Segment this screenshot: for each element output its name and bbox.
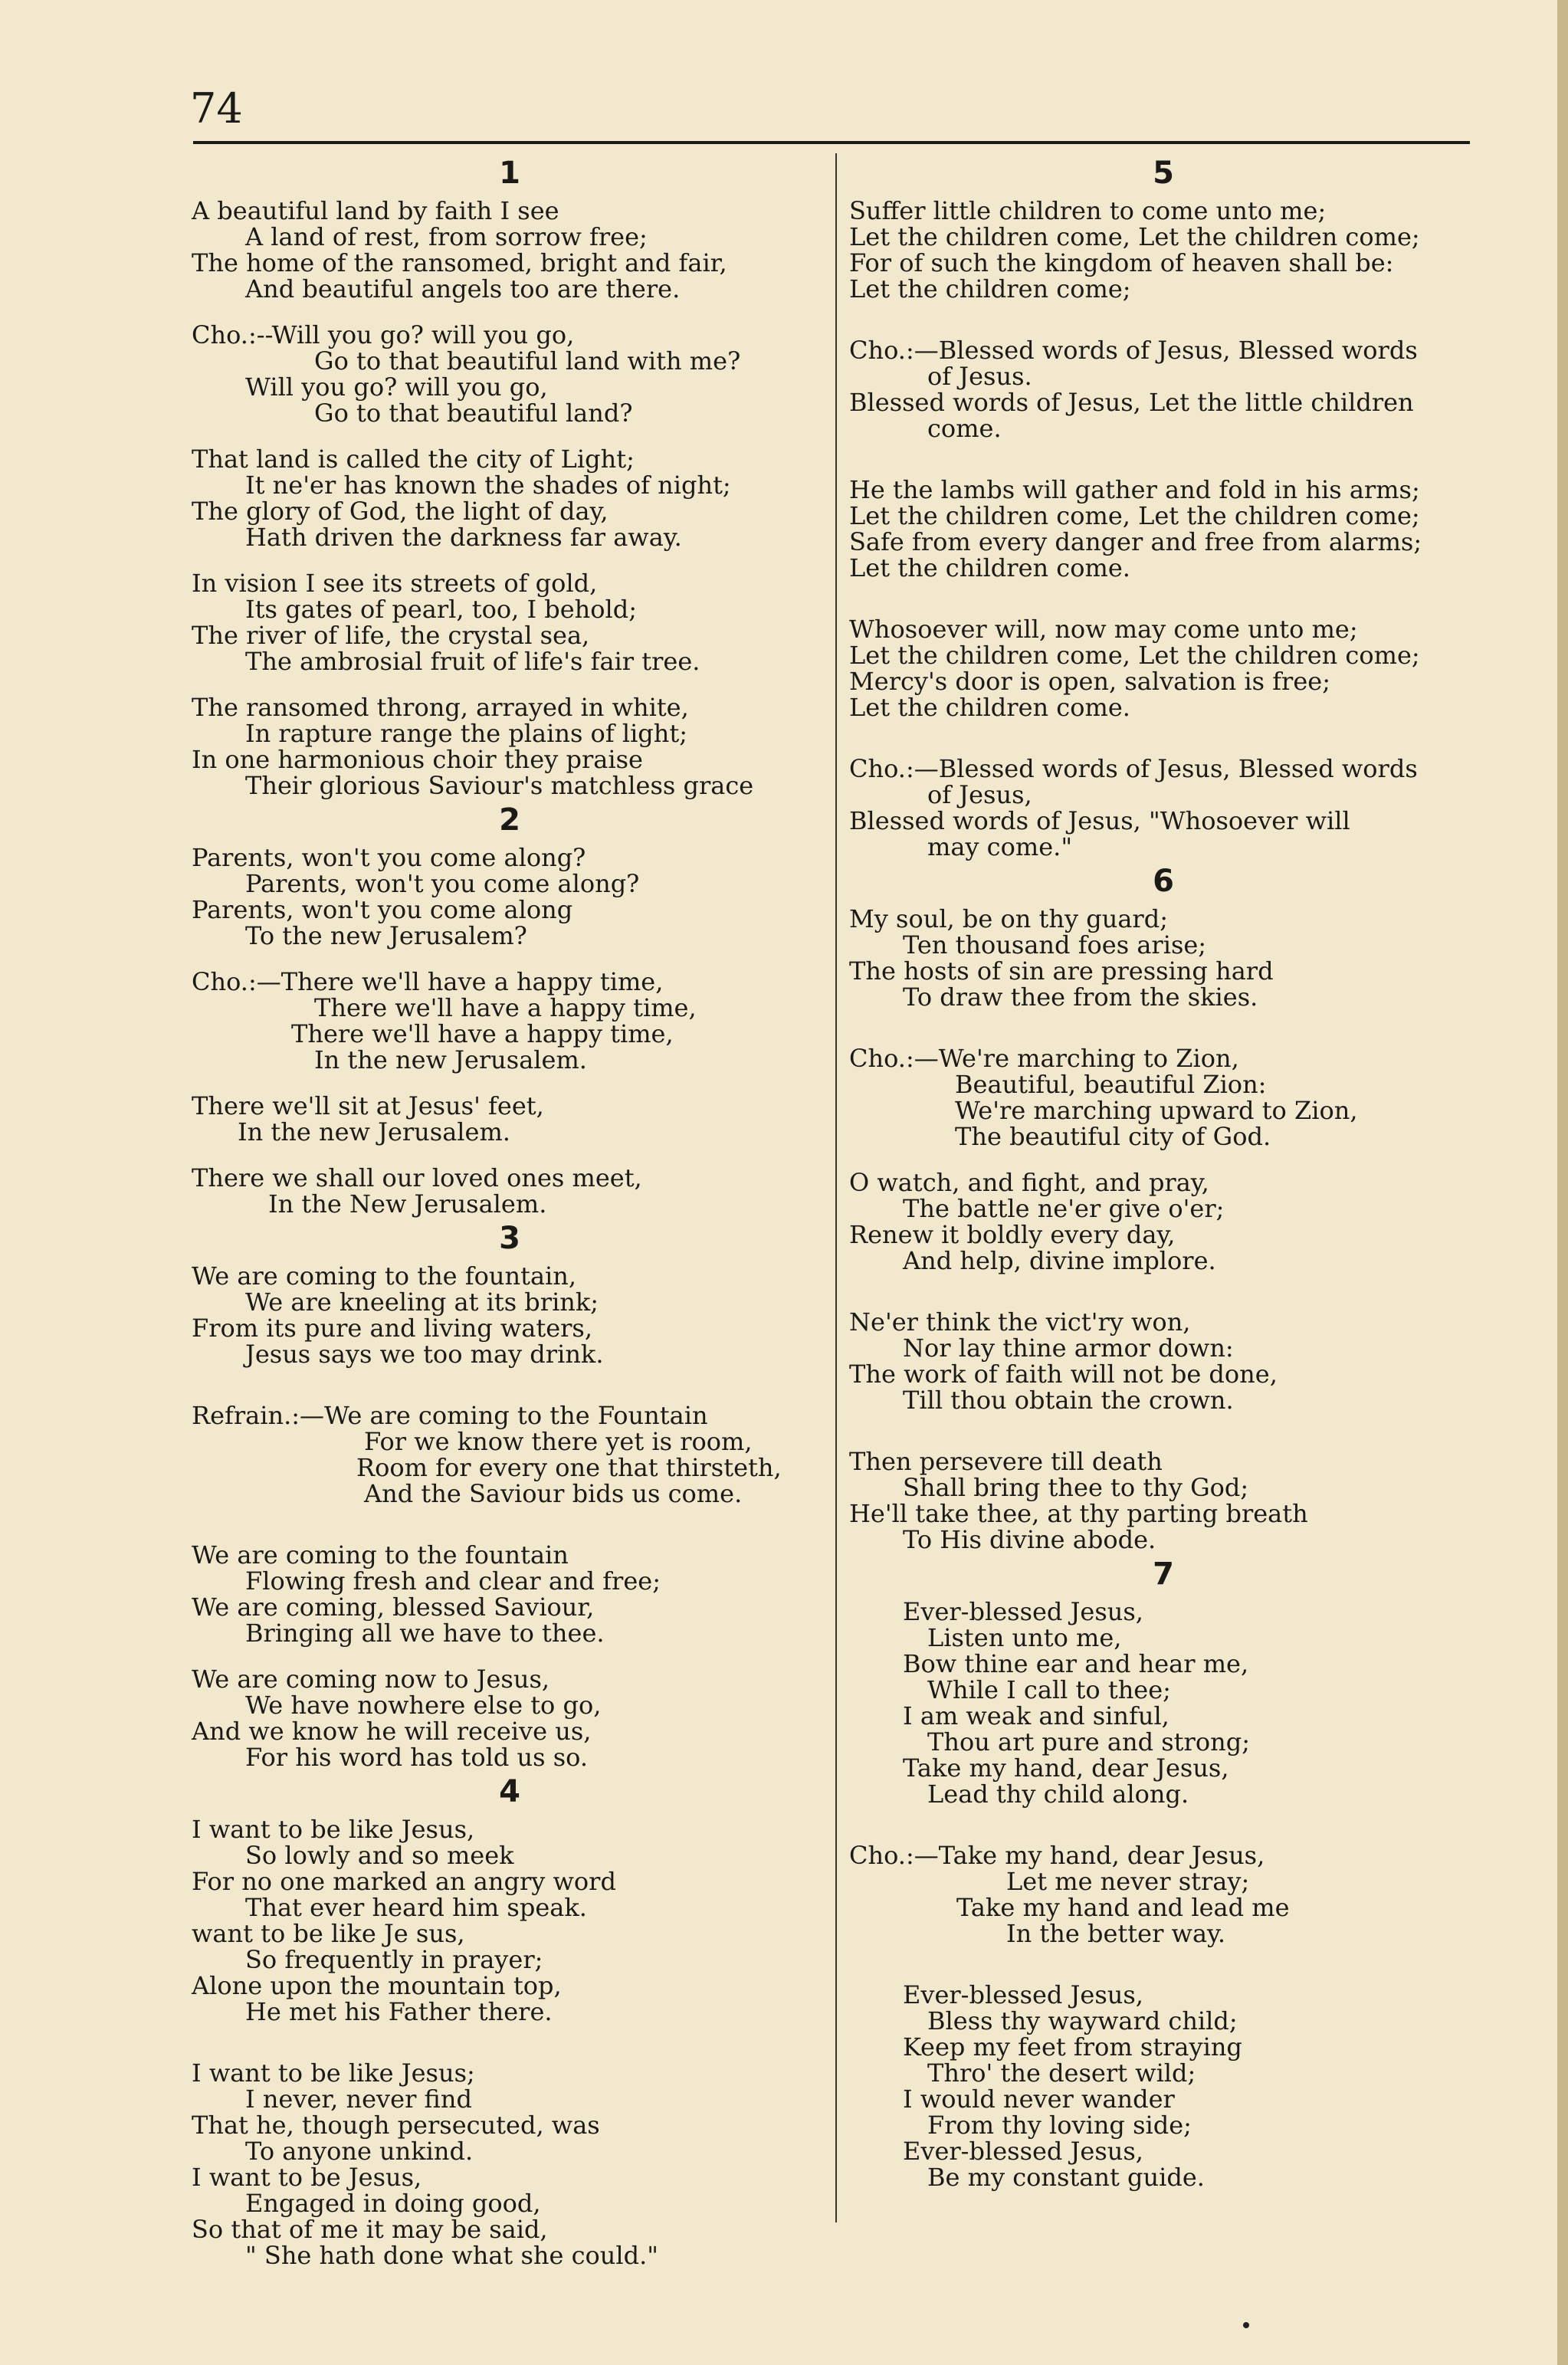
- verse-line: Safe from every danger and free from alarms;: [849, 527, 1422, 556]
- verse-line: That he, though persecuted, was: [192, 2111, 600, 2140]
- stanza: [849, 1448, 1478, 1553]
- verse-line: O watch, and fight, and pray,: [849, 1168, 1209, 1197]
- stanza: [849, 1169, 1478, 1274]
- verse-line: To the new Jerusalem?: [245, 921, 527, 950]
- verse-line: We have nowhere else to go,: [245, 1691, 602, 1720]
- chorus-line: There we'll have a happy time,: [314, 993, 697, 1022]
- verse-line: The river of life, the crystal sea,: [192, 621, 590, 650]
- verse-line: Nor lay thine armor down:: [903, 1333, 1234, 1363]
- chorus-line: may come.": [927, 832, 1073, 861]
- verse-line: And beautiful angels too are there.: [245, 274, 681, 303]
- verse-line: I never, never find: [245, 2085, 472, 2114]
- stanza: [192, 845, 828, 949]
- verse-line: Whosoever will, now may come unto me;: [849, 615, 1358, 644]
- verse-line: Let the children come, Let the children come;: [849, 222, 1420, 251]
- verse-line: I want to be Jesus,: [192, 2163, 422, 2192]
- verse-line: I want to be like Jesus;: [192, 2058, 475, 2088]
- chorus-line: Cho.:--Will you go? will you go,: [192, 320, 575, 349]
- page-number: 74: [190, 84, 243, 133]
- chorus-line: In the new Jerusalem.: [314, 1045, 587, 1074]
- verse-line: While I call to thee;: [927, 1675, 1171, 1704]
- chorus-line: We're marching upward to Zion,: [955, 1096, 1358, 1125]
- verse-line: To draw thee from the skies.: [903, 982, 1258, 1012]
- stanza: [192, 1165, 828, 1217]
- stanza: [192, 198, 828, 302]
- verse-line: want to be like Je sus,: [192, 1919, 465, 1948]
- verse-line: I am weak and sinful,: [903, 1701, 1169, 1730]
- verse-line: Flowing fresh and clear and free;: [245, 1566, 661, 1596]
- right-column: [849, 152, 1478, 2190]
- stanza: [192, 1263, 828, 1367]
- chorus: [192, 322, 828, 426]
- page-edge: [1557, 0, 1568, 2365]
- refrain: [192, 1402, 828, 1507]
- verse-line: In the New Jerusalem.: [268, 1189, 547, 1219]
- verse-line: The glory of God, the light of day,: [192, 497, 609, 526]
- verse-line: Alone upon the mountain top,: [192, 1971, 562, 2000]
- verse-line: A land of rest, from sorrow free;: [245, 222, 648, 251]
- verse-line: Hath driven the darkness far away.: [245, 523, 682, 552]
- verse-line: Be my constant guide.: [927, 2163, 1205, 2192]
- verse-line: So frequently in prayer;: [245, 1945, 543, 1974]
- verse-line: Shall bring thee to thy God;: [903, 1473, 1249, 1502]
- hymn-number: 5: [1153, 156, 1174, 191]
- verse-line: Mercy's door is open, salvation is free;: [849, 667, 1330, 696]
- verse-line: Parents, won't you come along?: [192, 843, 586, 872]
- left-column: [192, 152, 828, 2268]
- verse-line: Thou art pure and strong;: [927, 1727, 1250, 1757]
- verse-line: The hosts of sin are pressing hard: [849, 956, 1274, 986]
- verse-line: So lowly and so meek: [245, 1841, 514, 1870]
- verse-line: The work of faith will not be done,: [849, 1360, 1278, 1389]
- verse-line: Ever-blessed Jesus,: [903, 1980, 1143, 2009]
- verse-line: And we know he will receive us,: [192, 1717, 592, 1746]
- verse-line: Let the children come.: [849, 553, 1130, 582]
- stanza: [849, 906, 1478, 1010]
- verse-line: Engaged in doing good,: [245, 2189, 541, 2218]
- verse-line: In vision I see its streets of gold,: [192, 569, 598, 598]
- hymn-number: 7: [1153, 1556, 1174, 1592]
- chorus-line: Cho.:—Blessed words of Jesus, Blessed words: [849, 754, 1418, 783]
- verse-line: Bow thine ear and hear me,: [903, 1649, 1249, 1678]
- verse-line: There we shall our loved ones meet,: [192, 1163, 642, 1192]
- chorus-line: come.: [927, 414, 1002, 443]
- hymn-number: 2: [499, 802, 520, 838]
- chorus: [849, 756, 1478, 860]
- stanza: [849, 198, 1478, 302]
- verse-line: Listen unto me,: [927, 1623, 1122, 1652]
- verse-line: Ever-blessed Jesus,: [903, 1597, 1143, 1626]
- verse-line: I want to be like Jesus,: [192, 1815, 475, 1844]
- chorus-line: There we'll have a happy time,: [291, 1019, 674, 1048]
- verse-line: The home of the ransomed, bright and fair,: [192, 248, 727, 277]
- verse-line: Ever-blessed Jesus,: [903, 2137, 1143, 2166]
- stanza: [849, 1599, 1478, 1807]
- verse-line: Parents, won't you come along?: [245, 869, 640, 898]
- verse-line: The ransomed throng, arrayed in white,: [192, 693, 689, 722]
- chorus-line: Will you go? will you go,: [245, 372, 548, 402]
- chorus-line: In the better way.: [1006, 1919, 1226, 1948]
- verse-line: My soul, be on thy guard;: [849, 904, 1168, 933]
- stanza: [849, 616, 1478, 720]
- refrain-line: For we know there yet is room,: [364, 1427, 753, 1456]
- verse-line: Renew it boldly every day,: [849, 1220, 1176, 1249]
- verse-line: From its pure and living waters,: [192, 1314, 593, 1343]
- verse-line: From thy loving side;: [927, 2111, 1192, 2140]
- stanza: [192, 1816, 828, 2025]
- verse-line: Its gates of pearl, too, I behold;: [245, 595, 638, 624]
- column-divider: [835, 153, 837, 2222]
- verse-line: It ne'er has known the shades of night;: [245, 471, 731, 500]
- chorus-line: Cho.:—There we'll have a happy time,: [192, 967, 664, 996]
- verse-line: Suffer little children to come unto me;: [849, 196, 1327, 225]
- chorus-line: Go to that beautiful land with me?: [314, 346, 741, 376]
- hymn-number: 6: [1153, 864, 1174, 899]
- refrain-line: Refrain.:—We are coming to the Fountain: [192, 1401, 708, 1430]
- chorus-line: Blessed words of Jesus, Let the little children: [849, 388, 1414, 417]
- chorus-line: Cho.:—We're marching to Zion,: [849, 1044, 1239, 1073]
- verse-line: We are coming, blessed Saviour,: [192, 1593, 595, 1622]
- refrain-line: And the Saviour bids us come.: [364, 1479, 743, 1508]
- stanza: [849, 477, 1478, 581]
- verse-line: We are coming now to Jesus,: [192, 1665, 550, 1694]
- chorus-line: Beautiful, beautiful Zion:: [955, 1070, 1267, 1099]
- verse-line: To His divine abode.: [903, 1525, 1156, 1554]
- header-rule: [193, 141, 1470, 144]
- verse-line: That land is called the city of Light;: [192, 444, 635, 474]
- stanza: [192, 570, 828, 674]
- verse-line: Bringing all we have to thee.: [245, 1619, 605, 1648]
- chorus-line: Let me never stray;: [1006, 1867, 1250, 1896]
- chorus: [192, 969, 828, 1073]
- printer-mark: [1243, 2322, 1249, 2328]
- verse-line: Let the children come;: [849, 274, 1131, 303]
- verse-line: In rapture range the plains of light;: [245, 719, 688, 748]
- hymn-number: 4: [499, 1774, 520, 1809]
- verse-line: We are coming to the fountain,: [192, 1261, 577, 1291]
- verse-line: Keep my feet from straying: [903, 2032, 1242, 2062]
- verse-line: Ten thousand foes arise;: [903, 930, 1207, 959]
- verse-line: The ambrosial fruit of life's fair tree.: [245, 647, 700, 676]
- verse-line: For his word has told us so.: [245, 1743, 589, 1772]
- chorus-line: of Jesus,: [927, 780, 1032, 809]
- chorus-line: of Jesus.: [927, 362, 1032, 391]
- verse-line: Let the children come.: [849, 693, 1130, 722]
- verse-line: Jesus says we too may drink.: [245, 1340, 604, 1369]
- verse-line: He the lambs will gather and fold in his arms;: [849, 475, 1420, 504]
- chorus-line: The beautiful city of God.: [955, 1122, 1271, 1151]
- hymn-number: 1: [499, 156, 520, 191]
- hymn-number: 3: [499, 1221, 520, 1256]
- verse-line: Till thou obtain the crown.: [903, 1386, 1234, 1415]
- chorus-line: Take my hand and lead me: [956, 1893, 1290, 1922]
- verse-line: He'll take thee, at thy parting breath: [849, 1499, 1308, 1528]
- stanza: [192, 1666, 828, 1770]
- chorus-line: Cho.:—Take my hand, dear Jesus,: [849, 1841, 1265, 1870]
- stanza: [192, 1542, 828, 1646]
- chorus: [849, 1045, 1478, 1150]
- verse-line: We are kneeling at its brink;: [245, 1287, 599, 1317]
- verse-line: So that of me it may be said,: [192, 2215, 548, 2244]
- chorus-line: Go to that beautiful land?: [314, 399, 633, 428]
- verse-line: Bless thy wayward child;: [927, 2006, 1238, 2035]
- stanza: [192, 694, 828, 799]
- verse-line: And help, divine implore.: [903, 1246, 1216, 1275]
- verse-line: I would never wander: [903, 2085, 1175, 2114]
- verse-line: A beautiful land by faith I see: [192, 196, 559, 225]
- chorus: [849, 337, 1478, 441]
- stanza: [192, 1093, 828, 1145]
- verse-line: Let the children come, Let the children come;: [849, 641, 1420, 670]
- verse-line: He met his Father there.: [245, 1997, 553, 2026]
- verse-line: Thro' the desert wild;: [927, 2058, 1196, 2088]
- chorus: [849, 1842, 1478, 1947]
- chorus-line: Blessed words of Jesus, "Whosoever will: [849, 806, 1350, 835]
- verse-line: In the new Jerusalem.: [238, 1117, 510, 1146]
- chorus-line: Cho.:—Blessed words of Jesus, Blessed words: [849, 336, 1418, 365]
- verse-line: To anyone unkind.: [245, 2137, 474, 2166]
- verse-line: We are coming to the fountain: [192, 1540, 569, 1570]
- verse-line: That ever heard him speak.: [245, 1893, 587, 1922]
- verse-line: Ne'er think the vict'ry won,: [849, 1307, 1191, 1337]
- verse-line: Their glorious Saviour's matchless grace: [245, 771, 754, 800]
- stanza: [849, 1982, 1478, 2190]
- verse-line: Parents, won't you come along: [192, 895, 573, 924]
- refrain-line: Room for every one that thirsteth,: [356, 1453, 782, 1482]
- verse-line: Let the children come, Let the children come;: [849, 501, 1420, 530]
- verse-line: For no one marked an angry word: [192, 1867, 616, 1896]
- verse-line: In one harmonious choir they praise: [192, 745, 643, 774]
- verse-line: For of such the kingdom of heaven shall be:: [849, 248, 1394, 277]
- verse-line: Lead thy child along.: [927, 1779, 1189, 1809]
- stanza: [849, 1309, 1478, 1413]
- stanza: [192, 2060, 828, 2268]
- verse-line: The battle ne'er give o'er;: [903, 1194, 1225, 1223]
- stanza: [192, 446, 828, 550]
- verse-line: Take my hand, dear Jesus,: [903, 1753, 1229, 1783]
- verse-line: There we'll sit at Jesus' feet,: [192, 1091, 544, 1120]
- verse-line: " She hath done what she could.": [245, 2241, 658, 2270]
- verse-line: Then persevere till death: [849, 1447, 1163, 1476]
